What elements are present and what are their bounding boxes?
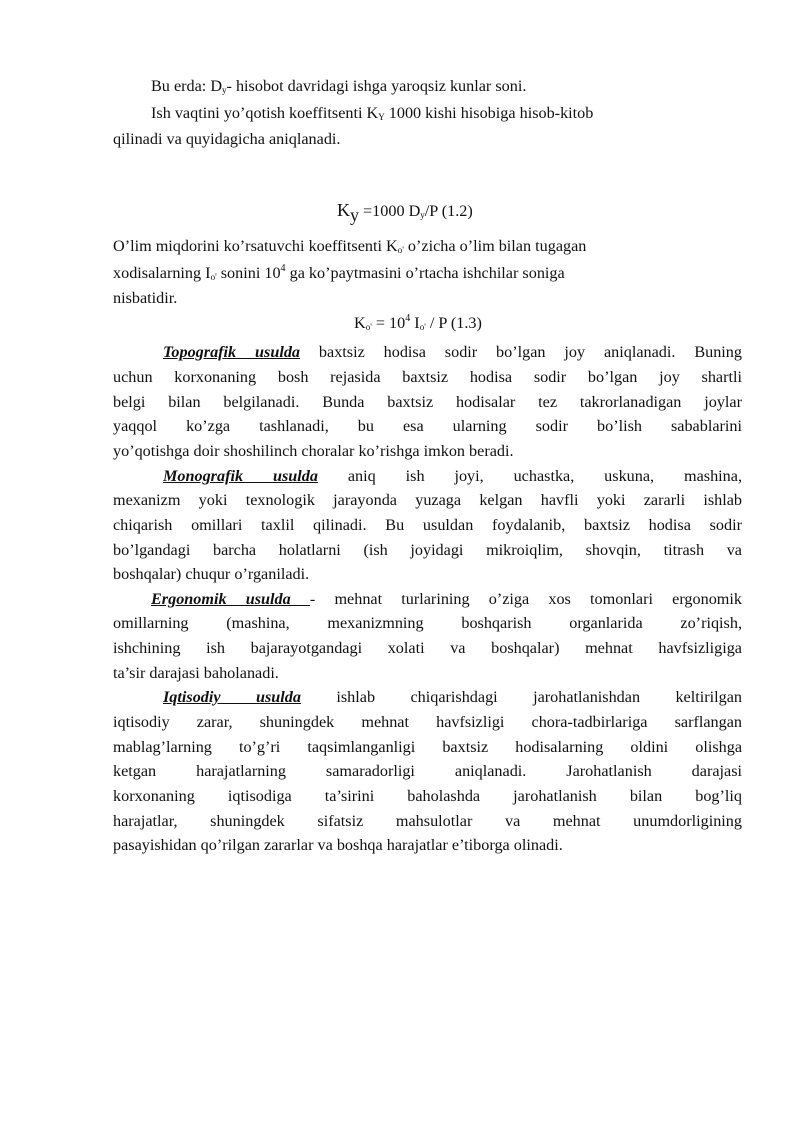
text-line: nisbatidir. — [113, 289, 178, 307]
text-segment: /P (1.2) — [424, 202, 473, 220]
text-segment: - mehnat turlarining o’ziga xos tomonlari ergonomik — [309, 590, 742, 608]
formula-symbol: y — [350, 205, 359, 225]
paragraph-line: yaqqol ko’zga tashlanadi, bu esa ularning sodir bo’lish sabablarini — [113, 417, 742, 435]
text-segment: Ish vaqtini yo’qotish koeffitsenti K — [151, 104, 379, 122]
text-segment: ga ko’paytmasini o’rtacha ishchilar soniga — [285, 264, 565, 282]
paragraph-line: bo’lgandagi barcha holatlarni (ish joyidagi mikroiqlim, shovqin, titrash va — [113, 541, 742, 559]
text-segment: baxtsiz hodisa sodir bo’lgan joy aniqlanadi. Buning — [300, 343, 742, 361]
formula-1-2 — [337, 200, 473, 225]
subscript: o' — [397, 245, 404, 255]
text-segment: ishlab chiqarishdagi jarohatlanishdan keltirilgan — [300, 688, 742, 706]
paragraph-line — [163, 466, 742, 486]
paragraph-line: ishchining ish bajarayotgandagi xolati va boshqalar) mehnat havfsizligiga — [113, 639, 742, 657]
formula-1-3 — [354, 313, 482, 333]
paragraph-line: boshqalar) chuqur o’rganiladi. — [113, 565, 310, 583]
subscript: y — [420, 210, 425, 220]
term-topografik: Topografik usulda — [163, 343, 301, 361]
superscript: 4 — [280, 263, 286, 274]
text-segment: 1000 kishi hisobiga hisob-kitob — [384, 104, 594, 122]
text-segment: O’lim miqdorini ko’rsatuvchi koeffitsenti K — [113, 237, 398, 255]
text-segment: Bu erda: D — [151, 77, 223, 95]
paragraph-line: korxonaning iqtisodiga ta’sirini baholashda jarohatlanish bilan bog’liq — [113, 787, 742, 805]
text-segment: = 10 — [371, 314, 406, 332]
text-segment: K — [354, 314, 366, 332]
text-segment: I — [410, 314, 420, 332]
paragraph-line: mablag’larning to’g’ri taqsimlanganligi baxtsiz hodisalarning oldini olishga — [113, 738, 742, 756]
paragraph-line: ta’sir darajasi baholanadi. — [113, 664, 279, 682]
subscript: o' — [365, 322, 372, 332]
term-monografik: Monografik usulda — [163, 467, 318, 485]
text-segment: o’zicha o’lim bilan tugagan — [403, 237, 587, 255]
subscript: o' — [419, 322, 426, 332]
paragraph-line — [163, 687, 742, 707]
paragraph-line — [163, 342, 742, 362]
paragraph-line: mexanizm yoki texnologik jarayonda yuzaga kelgan havfli yoki zararli ishlab — [113, 491, 742, 509]
text-line — [113, 236, 586, 256]
paragraph-line: uchun korxonaning bosh rejasida baxtsiz hodisa sodir bo’lgan joy shartli — [113, 368, 742, 386]
text-segment: xodisalarning I — [113, 264, 211, 282]
text-line: qilinadi va quyidagicha aniqlanadi. — [113, 130, 341, 148]
paragraph-line: ketgan harajatlarning samaradorligi aniqlanadi. Jarohatlanish darajasi — [113, 762, 742, 780]
subscript: y — [222, 85, 227, 95]
text-segment: - hisobot davridagi ishga yaroqsiz kunlar soni. — [226, 77, 527, 95]
paragraph-line: belgi bilan belgilanadi. Bunda baxtsiz hodisalar tez takrorlanadigan joylar — [113, 393, 742, 411]
paragraph-line: omillarning (mashina, mexanizmning boshqarish organlarida zo’riqish, — [113, 614, 742, 632]
text-line — [151, 103, 593, 123]
formula-symbol: K — [337, 200, 350, 220]
superscript: 4 — [405, 313, 411, 324]
paragraph-line: pasayishidan qo’rilgan zararlar va boshqa harajatlar e’tiborga olinadi. — [113, 836, 563, 854]
text-line — [113, 263, 565, 283]
subscript: Y — [378, 112, 385, 122]
text-segment: aniq ish joyi, uchastka, uskuna, mashina, — [317, 467, 742, 485]
text-segment: sonini 10 — [216, 264, 281, 282]
paragraph-line: harajatlar, shuningdek sifatsiz mahsulotlar va mehnat unumdorligining — [113, 812, 742, 830]
term-ergonomik: Ergonomik usulda — [151, 590, 310, 608]
paragraph-line — [151, 589, 742, 609]
paragraph-line: chiqarish omillari taxlil qilinadi. Bu usuldan foydalanib, baxtsiz hodisa sodir — [113, 516, 742, 534]
term-iqtisodiy: Iqtisodiy usulda — [163, 688, 301, 706]
text-line — [151, 76, 526, 96]
text-segment: / P (1.3) — [425, 314, 482, 332]
paragraph-line: iqtisodiy zarar, shuningdek mehnat havfsizligi chora-tadbirlariga sarflangan — [113, 713, 742, 731]
paragraph-line: yo’qotishga doir shoshilinch choralar ko’rishga imkon beradi. — [113, 442, 514, 460]
subscript: o' — [210, 272, 217, 282]
text-segment: =1000 D — [359, 202, 421, 220]
